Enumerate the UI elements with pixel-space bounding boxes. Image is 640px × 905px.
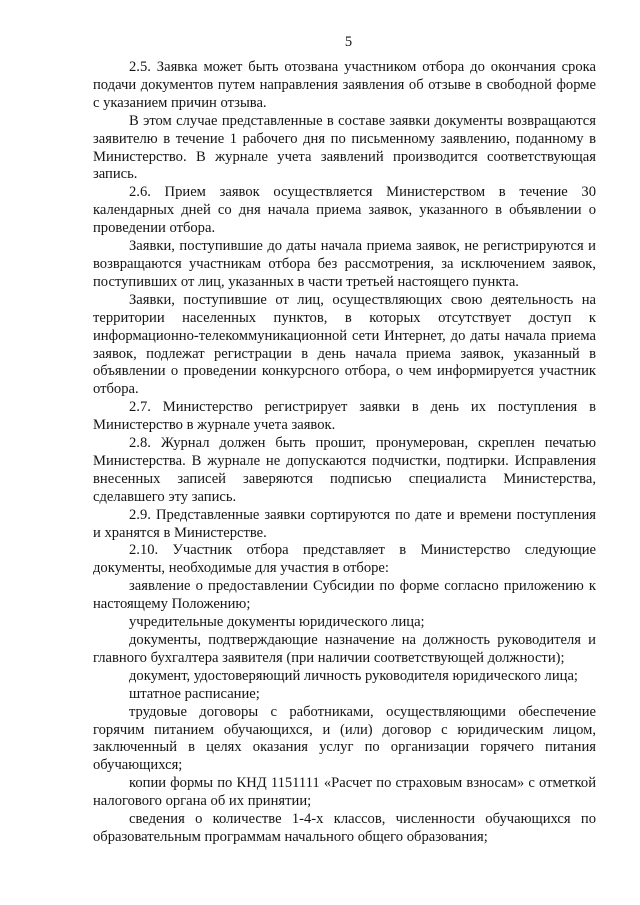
paragraph-2-5: 2.5. Заявка может быть отозвана участником отбора до окончания срока подачи документов путем направления заявления об отзыве в свободной форме с указанием причин отзыва.: [93, 59, 596, 111]
list-item-appointment-documents: документы, подтверждающие назначение на должность руководителя и главного бухгалтера заявителя (при наличии соответствующей должности);: [93, 632, 596, 666]
paragraph-2-9: 2.9. Представленные заявки сортируются по дате и времени поступления и хранятся в Министерстве.: [93, 506, 596, 541]
paragraph-early-applications: Заявки, поступившие до даты начала приема заявок, не регистрируются и возвращаются участникам отбора без рассмотрения, за исключением заявок, поступивших от лиц, указанных в части третьей настоящего пункта.: [93, 238, 596, 290]
paragraph-2-7: 2.7. Министерство регистрирует заявки в день их поступления в Министерство в журнале учета заявок.: [93, 399, 596, 434]
paragraph-no-internet-applicants: Заявки, поступившие от лиц, осуществляющих свою деятельность на территории населенных пунктов, в которых отсутствует доступ к информационно-телекоммуникационной сети Интернет, до даты начала приема заявок, подлежат регистрации в день начала приема заявок, указанный в объявлении о проведении конкурсного отбора, о чем информируется участник отбора.: [93, 291, 596, 398]
paragraph-2-8: 2.8. Журнал должен быть прошит, пронумерован, скреплен печатью Министерства. В журнале не допускаются подчистки, подтирки. Исправления внесенных записей заверяются подписью специалиста Министерства, сделавшего эту запись.: [93, 435, 596, 505]
list-item-identity-document: документ, удостоверяющий личность руководителя юридического лица;: [129, 667, 578, 684]
page-number: 5: [344, 34, 353, 50]
list-item-staff-schedule: штатное расписание;: [129, 685, 260, 702]
list-item-knd-form: копии формы по КНД 1151111 «Расчет по страховым взносам» с отметкой налогового органа об их принятии;: [93, 775, 596, 810]
paragraph-2-6: 2.6. Прием заявок осуществляется Министерством в течение 30 календарных дней со дня начала приема заявок, указанного в объявлении о проведении отбора.: [93, 184, 596, 237]
list-item-founding-documents: учредительные документы юридического лица;: [129, 614, 425, 631]
list-item-application: заявление о предоставлении Субсидии по форме согласно приложению к настоящему Положению;: [93, 578, 596, 613]
list-item-class-statistics: сведения о количестве 1-4-х классов, численности обучающихся по образовательным программам начального общего образования;: [93, 811, 596, 845]
paragraph-2-10: 2.10. Участник отбора представляет в Министерство следующие документы, необходимые для участия в отборе:: [93, 542, 596, 577]
paragraph-return-documents: В этом случае представленные в составе заявки документы возвращаются заявителю в течение 1 рабочего дня по письменному заявлению, поданному в Министерство. В журнале учета заявлений производится соответствующая запись.: [93, 112, 596, 183]
list-item-employment-contracts: трудовые договоры с работниками, осуществляющими обеспечение горячим питанием обучающихся, и (или) договор с юридическим лицом, заключенный в целях оказания услуг по организации горячего питания обучающихся;: [93, 703, 596, 774]
